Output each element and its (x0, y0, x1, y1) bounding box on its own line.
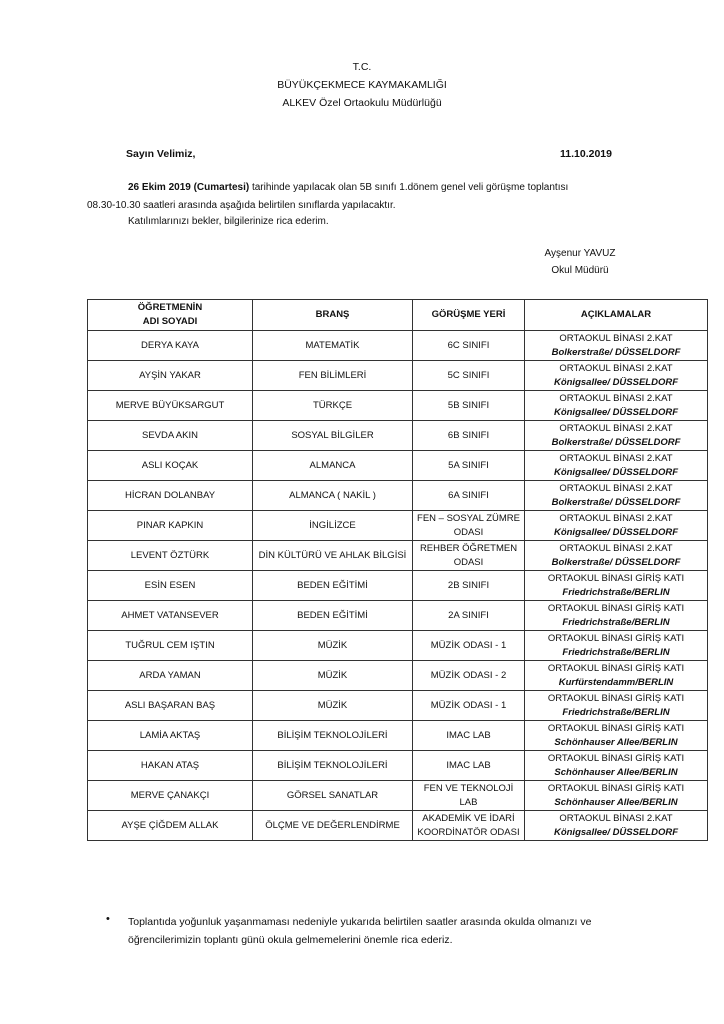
building-floor: ORTAOKUL BİNASI 2.KAT (559, 542, 673, 554)
branch-cell: GÖRSEL SANATLAR (253, 781, 413, 811)
teacher-cell: DERYA KAYA (88, 331, 253, 361)
room-location: Königsallee/ DÜSSELDORF (553, 466, 679, 478)
teacher-cell: LAMİA AKTAŞ (88, 721, 253, 751)
place-cell: IMAC LAB (413, 751, 525, 781)
teacher-cell: ASLI BAŞARAN BAŞ (88, 691, 253, 721)
notes-cell (525, 481, 708, 511)
branch-cell: BEDEN EĞİTİMİ (253, 601, 413, 631)
notes-cell (525, 511, 708, 541)
signature-title: Okul Müdürü (551, 265, 609, 276)
body-paragraph-1 (87, 179, 647, 215)
building-floor: ORTAOKUL BİNASI 2.KAT (559, 812, 673, 824)
place-cell: 5A SINIFI (413, 451, 525, 481)
teacher-cell: HAKAN ATAŞ (88, 751, 253, 781)
notes-cell (525, 691, 708, 721)
branch-cell: MÜZİK (253, 661, 413, 691)
building-floor: ORTAOKUL BİNASI GİRİŞ KATI (547, 572, 685, 584)
table-row (88, 571, 708, 601)
meeting-date: 26 Ekim 2019 (Cumartesi) (128, 182, 250, 193)
salutation: Sayın Velimiz, (126, 148, 196, 160)
notes-cell (525, 721, 708, 751)
header-notes: AÇIKLAMALAR (525, 300, 708, 331)
building-floor: ORTAOKUL BİNASI 2.KAT (559, 452, 673, 464)
building-floor: ORTAOKUL BİNASI 2.KAT (559, 362, 673, 374)
building-floor: ORTAOKUL BİNASI GİRİŞ KATI (547, 782, 685, 794)
teacher-cell: ASLI KOÇAK (88, 451, 253, 481)
room-location: Friedrichstraße/BERLIN (562, 586, 670, 598)
teacher-cell: MERVE ÇANAKÇI (88, 781, 253, 811)
body-paragraph-2: Katılımlarınızı bekler, bilgilerinize rica ederim. (128, 216, 329, 227)
notes-cell (525, 331, 708, 361)
branch-cell: BİLİŞİM TEKNOLOJİLERİ (253, 721, 413, 751)
building-floor: ORTAOKUL BİNASI 2.KAT (559, 392, 673, 404)
notes-cell (525, 451, 708, 481)
branch-cell: MÜZİK (253, 631, 413, 661)
building-floor: ORTAOKUL BİNASI GİRİŞ KATI (547, 602, 685, 614)
table-row (88, 451, 708, 481)
teacher-cell: ARDA YAMAN (88, 661, 253, 691)
branch-cell: SOSYAL BİLGİLER (253, 421, 413, 451)
body-text-1: tarihinde yapılacak olan 5B sınıfı 1.dönem genel veli görüşme toplantısı (249, 182, 569, 193)
header-place: GÖRÜŞME YERİ (413, 300, 525, 331)
room-location: Bolkerstraße/ DÜSSELDORF (551, 496, 681, 508)
teacher-table (87, 299, 708, 841)
building-floor: ORTAOKUL BİNASI GİRİŞ KATI (547, 722, 685, 734)
place-cell: IMAC LAB (413, 721, 525, 751)
table-row (88, 421, 708, 451)
table-header-row (88, 300, 708, 331)
branch-cell: MATEMATİK (253, 331, 413, 361)
table-row (88, 331, 708, 361)
table-row (88, 631, 708, 661)
table-row (88, 751, 708, 781)
building-floor: ORTAOKUL BİNASI 2.KAT (559, 332, 673, 344)
place-cell: FEN – SOSYAL ZÜMRE ODASI (413, 511, 525, 541)
header-line-tc: T.C. (352, 61, 372, 73)
footer-note: Toplantıda yoğunluk yaşanmaması nedeniyle yukarıda belirtilen saatler arasında okulda olmanızı ve öğrencilerimizin toplantı günü okula gelmemelerini önemle rica ederiz. (128, 916, 592, 946)
place-cell: 6C SINIFI (413, 331, 525, 361)
body-line-1 (87, 179, 647, 197)
place-cell: FEN VE TEKNOLOJİ LAB (413, 781, 525, 811)
letter-date: 11.10.2019 (560, 148, 612, 160)
room-location: Friedrichstraße/BERLIN (562, 616, 670, 628)
notes-cell (525, 811, 708, 841)
notes-cell (525, 751, 708, 781)
branch-cell: ALMANCA ( NAKİL ) (253, 481, 413, 511)
branch-cell: BEDEN EĞİTİMİ (253, 571, 413, 601)
place-cell: MÜZİK ODASI - 2 (413, 661, 525, 691)
room-location: Königsallee/ DÜSSELDORF (553, 406, 679, 418)
table-row (88, 601, 708, 631)
building-floor: ORTAOKUL BİNASI GİRİŞ KATI (547, 752, 685, 764)
branch-cell: BİLİŞİM TEKNOLOJİLERİ (253, 751, 413, 781)
building-floor: ORTAOKUL BİNASI 2.KAT (559, 422, 673, 434)
branch-cell: İNGİLİZCE (253, 511, 413, 541)
room-location: Königsallee/ DÜSSELDORF (553, 526, 679, 538)
room-location: Bolkerstraße/ DÜSSELDORF (551, 556, 681, 568)
table-row (88, 721, 708, 751)
notes-cell (525, 661, 708, 691)
header-teacher (88, 300, 253, 331)
header-line-school: ALKEV Özel Ortaokulu Müdürlüğü (282, 97, 442, 109)
notes-cell (525, 571, 708, 601)
place-cell: 5B SINIFI (413, 391, 525, 421)
bullet-icon: • (106, 913, 110, 925)
place-cell: 6B SINIFI (413, 421, 525, 451)
place-cell: 5C SINIFI (413, 361, 525, 391)
place-cell: 6A SINIFI (413, 481, 525, 511)
teacher-cell: AYŞE ÇİĞDEM ALLAK (88, 811, 253, 841)
body-line-2: 08.30-10.30 saatleri arasında aşağıda belirtilen sınıflarda yapılacaktır. (87, 200, 396, 211)
room-location: Königsallee/ DÜSSELDORF (553, 826, 679, 838)
branch-cell: MÜZİK (253, 691, 413, 721)
room-location: Friedrichstraße/BERLIN (562, 646, 670, 658)
branch-cell: ALMANCA (253, 451, 413, 481)
table-row (88, 391, 708, 421)
signature-name: Ayşenur YAVUZ (544, 248, 616, 259)
table-body (88, 331, 708, 841)
notes-cell (525, 631, 708, 661)
place-cell: MÜZİK ODASI - 1 (413, 691, 525, 721)
notes-cell (525, 361, 708, 391)
teacher-cell: HİCRAN DOLANBAY (88, 481, 253, 511)
table-row (88, 361, 708, 391)
header-teacher-line1: ÖĞRETMENİN (137, 302, 203, 313)
teacher-cell: LEVENT ÖZTÜRK (88, 541, 253, 571)
place-cell: 2B SINIFI (413, 571, 525, 601)
building-floor: ORTAOKUL BİNASI GİRİŞ KATI (547, 692, 685, 704)
notes-cell (525, 781, 708, 811)
room-location: Schönhauser Allee/BERLIN (554, 736, 678, 748)
table-row (88, 691, 708, 721)
teacher-cell: TUĞRUL CEM IŞTIN (88, 631, 253, 661)
header-line-kaymakamlik: BÜYÜKÇEKMECE KAYMAKAMLIĞI (277, 79, 447, 91)
teacher-cell: MERVE BÜYÜKSARGUT (88, 391, 253, 421)
teacher-cell: ESİN ESEN (88, 571, 253, 601)
teacher-cell: AYŞİN YAKAR (88, 361, 253, 391)
table-row (88, 541, 708, 571)
branch-cell: DİN KÜLTÜRÜ VE AHLAK BİLGİSİ (253, 541, 413, 571)
branch-cell: FEN BİLİMLERİ (253, 361, 413, 391)
table-row (88, 511, 708, 541)
branch-cell: ÖLÇME VE DEĞERLENDİRME (253, 811, 413, 841)
notes-cell (525, 391, 708, 421)
room-location: Friedrichstraße/BERLIN (562, 706, 670, 718)
table-row (88, 661, 708, 691)
building-floor: ORTAOKUL BİNASI GİRİŞ KATI (547, 632, 685, 644)
teacher-cell: PINAR KAPKIN (88, 511, 253, 541)
room-location: Schönhauser Allee/BERLIN (554, 796, 678, 808)
room-location: Kurfürstendamm/BERLIN (558, 676, 674, 688)
table-row (88, 781, 708, 811)
room-location: Königsallee/ DÜSSELDORF (553, 376, 679, 388)
room-location: Bolkerstraße/ DÜSSELDORF (551, 436, 681, 448)
table-row (88, 481, 708, 511)
notes-cell (525, 421, 708, 451)
place-cell: 2A SINIFI (413, 601, 525, 631)
room-location: Schönhauser Allee/BERLIN (554, 766, 678, 778)
building-floor: ORTAOKUL BİNASI 2.KAT (559, 482, 673, 494)
notes-cell (525, 601, 708, 631)
room-location: Bolkerstraße/ DÜSSELDORF (551, 346, 681, 358)
building-floor: ORTAOKUL BİNASI 2.KAT (559, 512, 673, 524)
place-cell: REHBER ÖĞRETMEN ODASI (413, 541, 525, 571)
building-floor: ORTAOKUL BİNASI GİRİŞ KATI (547, 662, 685, 674)
teacher-cell: AHMET VATANSEVER (88, 601, 253, 631)
header-teacher-line2: ADI SOYADI (142, 316, 198, 327)
table-row (88, 811, 708, 841)
place-cell: MÜZİK ODASI - 1 (413, 631, 525, 661)
branch-cell: TÜRKÇE (253, 391, 413, 421)
notes-cell (525, 541, 708, 571)
place-cell: AKADEMİK VE İDARİ KOORDİNATÖR ODASI (413, 811, 525, 841)
header-branch: BRANŞ (253, 300, 413, 331)
teacher-cell: SEVDA AKIN (88, 421, 253, 451)
